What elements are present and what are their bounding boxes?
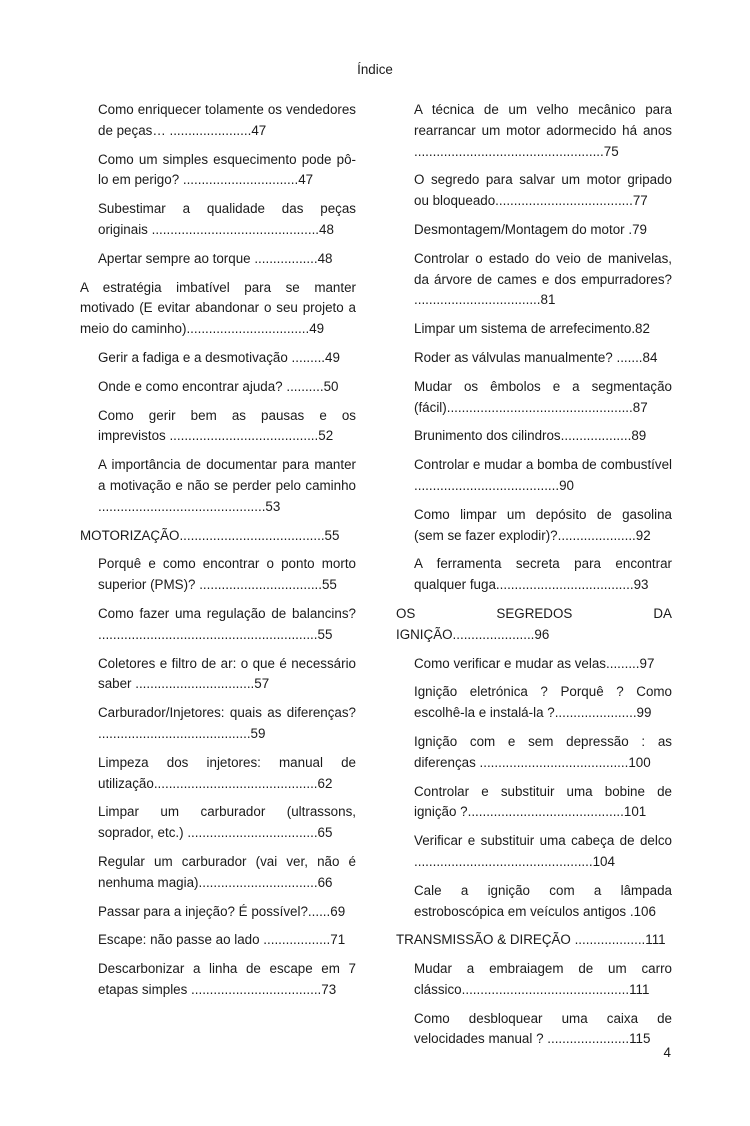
toc-dot-leader: ......................: [452, 626, 535, 642]
toc-entry-title: Desmontagem/Montagem do motor: [414, 221, 629, 237]
toc-page-number: 101: [623, 804, 647, 820]
toc-entry-leader-and-page: [453, 627, 550, 642]
toc-entry[interactable]: [396, 604, 672, 646]
toc-page-number: 53: [265, 498, 281, 514]
toc-page-number: 69: [330, 903, 346, 919]
toc-page-number: 71: [330, 932, 346, 948]
toc-entry-leader-and-page: [447, 400, 648, 415]
toc-right-column: [396, 100, 672, 1058]
toc-entry[interactable]: [396, 732, 672, 774]
toc-dot-leader: ...............................: [182, 172, 299, 188]
toc-entry-title: Porquê e como encontrar o ponto morto superior (PMS)?: [98, 556, 356, 593]
toc-entry[interactable]: [80, 249, 356, 270]
toc-dot-leader: ...................: [574, 932, 646, 948]
toc-entry-title: Cale a ignição com a lâmpada estroboscópica em veículos antigos: [414, 882, 672, 919]
toc-dot-leader: .....................................: [495, 193, 633, 209]
toc-entry-title: TRANSMISSÃO & DIREÇÃO: [396, 932, 575, 948]
toc-entry[interactable]: [396, 249, 672, 311]
toc-entry[interactable]: [80, 959, 356, 1001]
toc-entry-title: Como fazer uma regulação de balancins?: [98, 605, 356, 621]
toc-page-number: 97: [639, 655, 655, 671]
toc-dot-leader: ..........: [286, 378, 324, 394]
toc-page-number: 52: [318, 428, 334, 444]
toc-dot-leader: .........................................: [98, 725, 251, 741]
toc-dot-leader: .........: [291, 349, 326, 365]
toc-entry-title: Ignição com e sem depressão : as diferenças: [414, 733, 672, 770]
toc-entry[interactable]: [396, 455, 672, 497]
toc-entry-leader-and-page: [616, 350, 657, 365]
toc-dot-leader: ......: [307, 903, 331, 919]
toc-dot-leader: ................................................: [414, 853, 593, 869]
toc-entry[interactable]: [80, 930, 356, 951]
toc-page-number: 104: [592, 853, 615, 869]
toc-page-number: 111: [645, 932, 666, 948]
toc-entry-title: A estratégia imbatível para se manter motivado (E evitar abandonar o seu projeto a meio do caminho): [80, 279, 356, 337]
toc-entry-leader-and-page: [263, 932, 345, 947]
toc-entry[interactable]: [80, 455, 356, 517]
toc-entry-leader-and-page: [496, 577, 649, 592]
toc-page-number: 92: [635, 527, 651, 543]
toc-entry[interactable]: [80, 654, 356, 696]
toc-entry-title: Apertar sempre ao torque: [98, 250, 255, 266]
toc-entry-leader-and-page: [414, 854, 615, 869]
toc-page-number: 89: [631, 428, 647, 444]
toc-entry-leader-and-page: [462, 982, 650, 997]
toc-entry[interactable]: [80, 278, 356, 340]
toc-entry[interactable]: [396, 682, 672, 724]
toc-page-number: 62: [317, 775, 333, 791]
toc-entry-title: Como um simples esquecimento pode pô-lo em perigo?: [98, 151, 356, 188]
toc-entry-title: Brunimento dos cilindros: [414, 428, 561, 444]
toc-dot-leader: .: [629, 903, 634, 919]
toc-entry-leader-and-page: [468, 804, 647, 819]
toc-entry-leader-and-page: [558, 528, 651, 543]
toc-entry-title: OS SEGREDOS DA IGNIÇÃO: [396, 605, 672, 642]
toc-left-column: [80, 100, 356, 1009]
toc-page-number: 99: [636, 705, 652, 721]
toc-entry-leader-and-page: [631, 321, 650, 336]
toc-entry-leader-and-page: [308, 904, 345, 919]
toc-entry-leader-and-page: [179, 528, 339, 543]
toc-entry-title: O segredo para salvar um motor gripado ou bloqueado: [414, 172, 672, 209]
toc-entry[interactable]: [396, 319, 672, 340]
toc-entry-leader-and-page: [555, 705, 652, 720]
toc-entry-title: Subestimar a qualidade das peças originais: [98, 201, 356, 237]
page-number: 4: [663, 1045, 671, 1060]
toc-entry-title: Regular um carburador (vai ver, não é nenhuma magia): [98, 853, 356, 890]
toc-dot-leader: .............................................: [98, 498, 266, 514]
toc-entry[interactable]: [396, 959, 672, 1001]
toc-page-number: 50: [323, 378, 339, 394]
toc-entry-title: Controlar e mudar a bomba de combustível: [414, 457, 672, 473]
toc-entry-title: Como verificar e mudar as velas: [414, 655, 607, 671]
toc-page-number: 59: [250, 725, 266, 741]
toc-page-number: 49: [309, 321, 325, 337]
toc-page-number: 65: [317, 825, 333, 841]
toc-entry-leader-and-page: [630, 904, 656, 919]
toc-page-number: 96: [534, 626, 550, 642]
toc-entry-leader-and-page: [414, 292, 555, 307]
toc-dot-leader: ......................: [169, 122, 252, 138]
toc-entry-title: A importância de documentar para manter a motivação e não se perder pelo caminho: [98, 457, 356, 493]
toc-page-number: 48: [317, 250, 333, 266]
toc-dot-leader: .: [631, 321, 636, 337]
toc-entry-title: Verificar e substituir uma cabeça de delco: [414, 833, 672, 849]
page-title: Índice: [357, 62, 393, 77]
toc-entry-title: Limpeza dos injetores: manual de utilização: [98, 754, 356, 791]
toc-entry[interactable]: [80, 604, 356, 646]
toc-entry-leader-and-page: [169, 428, 333, 443]
toc-entry[interactable]: [80, 802, 356, 844]
toc-entry[interactable]: [80, 199, 356, 241]
toc-dot-leader: .....................: [557, 527, 636, 543]
toc-entry-title: Como limpar um depósito de gasolina (sem se fazer explodir)?: [414, 506, 672, 543]
toc-entry[interactable]: [80, 703, 356, 745]
toc-dot-leader: ........................................: [479, 754, 629, 770]
toc-entry-leader-and-page: [187, 825, 332, 840]
toc-entry-title: Como gerir bem as pausas e os imprevistos: [98, 407, 356, 444]
toc-page-number: 66: [317, 874, 333, 890]
toc-entry[interactable]: [396, 377, 672, 419]
toc-dot-leader: .........: [606, 655, 640, 671]
toc-entry[interactable]: [396, 1009, 672, 1051]
toc-dot-leader: ......................: [554, 705, 637, 721]
toc-page-number: 93: [633, 577, 649, 593]
toc-dot-leader: .................: [254, 250, 318, 266]
toc-entry[interactable]: [396, 831, 672, 873]
toc-page-number: 75: [603, 143, 619, 159]
toc-page-number: 55: [324, 527, 340, 543]
toc-dot-leader: ..........................................: [467, 804, 624, 820]
toc-entry-title: Onde e como encontrar ajuda?: [98, 378, 287, 394]
toc-dot-leader: .....................................: [495, 577, 634, 593]
toc-dot-leader: .............................................: [151, 221, 320, 237]
toc-entry[interactable]: [80, 852, 356, 894]
toc-dot-leader: ................................: [135, 676, 255, 692]
toc-dot-leader: ..................................: [414, 292, 541, 308]
toc-entry-leader-and-page: [561, 428, 647, 443]
toc-page-number: 115: [629, 1031, 651, 1047]
toc-page-number: 73: [321, 981, 337, 997]
toc-dot-leader: .: [628, 221, 633, 237]
toc-entry-title: A ferramenta secreta para encontrar qualquer fuga: [414, 556, 672, 593]
toc-entry-leader-and-page: [628, 222, 647, 237]
toc-entry-leader-and-page: [606, 656, 654, 671]
toc-page-number: 87: [632, 399, 648, 415]
toc-dot-leader: ...................................: [191, 981, 322, 997]
toc-entry[interactable]: [80, 753, 356, 795]
toc-entry-title: Gerir a fadiga e a desmotivação: [98, 349, 292, 365]
toc-entry-leader-and-page: [480, 755, 651, 770]
toc-entry[interactable]: [396, 782, 672, 824]
toc-entry-title: Como enriquecer tolamente os vendedores de peças…: [98, 102, 356, 138]
toc-entry-leader-and-page: [169, 123, 266, 138]
toc-page-number: 57: [254, 676, 270, 692]
toc-entry-title: Mudar a embraiagem de um carro clássico: [414, 961, 672, 997]
toc-dot-leader: .............................................: [461, 981, 630, 997]
toc-entry-leader-and-page: [254, 251, 332, 266]
toc-entry[interactable]: [80, 902, 356, 923]
toc-entry[interactable]: [80, 526, 356, 547]
toc-entry-leader-and-page: [186, 321, 324, 336]
toc-page-number: 100: [628, 754, 651, 770]
toc-entry-leader-and-page: [154, 776, 333, 791]
toc-entry-leader-and-page: [575, 932, 666, 947]
toc-page-number: 106: [633, 903, 656, 919]
toc-page-number: 48: [319, 221, 334, 237]
toc-entry-leader-and-page: [98, 627, 332, 642]
toc-entry[interactable]: [396, 654, 672, 675]
toc-entry[interactable]: [396, 348, 672, 369]
toc-dot-leader: .......: [616, 349, 643, 365]
toc-entry-leader-and-page: [547, 1031, 650, 1046]
toc-dot-leader: ..................................................: [446, 399, 633, 415]
toc-entry[interactable]: [80, 150, 356, 192]
toc-dot-leader: ......................: [547, 1031, 630, 1047]
toc-entry[interactable]: [396, 426, 672, 447]
toc-entry[interactable]: [80, 377, 356, 398]
toc-entry-leader-and-page: [292, 350, 340, 365]
toc-entry-title: Descarbonizar a linha de escape em 7 etapas simples: [98, 961, 356, 997]
toc-entry-title: Limpar um sistema de arrefecimento: [414, 321, 632, 337]
toc-page-number: 111: [629, 981, 650, 997]
toc-entry-leader-and-page: [152, 222, 334, 237]
toc-dot-leader: ..................: [263, 932, 331, 948]
toc-entry-leader-and-page: [414, 144, 619, 159]
toc-entry-leader-and-page: [414, 478, 574, 493]
toc-entry-title: Limpar um carburador (ultrassons, soprador, etc.): [98, 804, 356, 841]
toc-dot-leader: .................................: [199, 577, 322, 593]
toc-entry-title: Roder as válvulas manualmente?: [414, 349, 617, 365]
toc-entry-title: Como desbloquear uma caixa de velocidades manual ?: [414, 1010, 672, 1047]
toc-page-number: 47: [251, 122, 267, 138]
toc-page-number: 84: [642, 349, 658, 365]
toc-entry-title: Controlar e substituir uma bobine de ignição ?: [414, 783, 672, 820]
toc-entry-title: Coletores e filtro de ar: o que é necessário saber: [98, 655, 356, 692]
toc-page-number: 77: [632, 193, 648, 209]
toc-dot-leader: .......................................: [179, 527, 325, 543]
toc-entry[interactable]: [396, 100, 672, 162]
toc-dot-leader: ...................................: [187, 825, 318, 841]
toc-entry[interactable]: [396, 505, 672, 547]
toc-dot-leader: .................................: [186, 321, 310, 337]
toc-entry-leader-and-page: [495, 193, 648, 208]
toc-entry-leader-and-page: [135, 676, 269, 691]
toc-page-number: 55: [321, 577, 337, 593]
toc-entry-title: A técnica de um velho mecânico para rearrancar um motor adormecido há anos: [414, 102, 672, 138]
toc-dot-leader: ................................: [198, 874, 318, 890]
toc-entry-title: MOTORIZAÇÃO: [80, 527, 180, 543]
toc-page-number: 79: [632, 221, 647, 237]
toc-page-number: 82: [635, 321, 650, 337]
toc-entry-leader-and-page: [286, 379, 338, 394]
toc-page-number: 49: [325, 349, 340, 365]
toc-entry-leader-and-page: [191, 982, 336, 997]
toc-page-number: 55: [317, 626, 333, 642]
toc-entry[interactable]: [80, 348, 356, 369]
toc-entry[interactable]: [396, 554, 672, 596]
toc-entry-leader-and-page: [199, 875, 333, 890]
toc-entry-title: Ignição eletrónica ? Porquê ? Como escolhê-la e instalá-la ?: [414, 684, 672, 721]
toc-dot-leader: .......................................: [414, 477, 560, 493]
toc-entry[interactable]: [396, 881, 672, 923]
toc-page-number: 47: [298, 172, 314, 188]
toc-entry-leader-and-page: [199, 577, 337, 592]
toc-dot-leader: ...................................................: [414, 143, 604, 159]
toc-entry[interactable]: [396, 220, 672, 241]
toc-entry-title: Carburador/Injetores: quais as diferenças?: [98, 705, 356, 721]
toc-page-number: 90: [559, 477, 574, 493]
toc-entry-leader-and-page: [183, 172, 313, 187]
toc-entry-leader-and-page: [98, 726, 265, 741]
toc-entry-title: Controlar o estado do veio de manivelas, da árvore de cames e dos empurradores?: [414, 250, 672, 287]
toc-entry-title: Passar para a injeção? É possível?: [98, 903, 308, 919]
toc-dot-leader: ............................................: [153, 775, 318, 791]
toc-dot-leader: ...................: [560, 428, 632, 444]
toc-dot-leader: ........................................: [169, 428, 319, 444]
toc-entry[interactable]: [80, 554, 356, 596]
toc-entry[interactable]: [80, 100, 356, 142]
toc-entry[interactable]: [80, 406, 356, 448]
toc-entry-title: Mudar os êmbolos e a segmentação (fácil): [414, 378, 672, 415]
toc-dot-leader: ...........................................................: [98, 626, 318, 642]
toc-entry[interactable]: [396, 930, 672, 951]
toc-page-number: 81: [540, 292, 556, 308]
toc-entry-leader-and-page: [98, 499, 280, 514]
toc-entry-title: Escape: não passe ao lado: [98, 932, 264, 948]
toc-entry[interactable]: [396, 170, 672, 212]
